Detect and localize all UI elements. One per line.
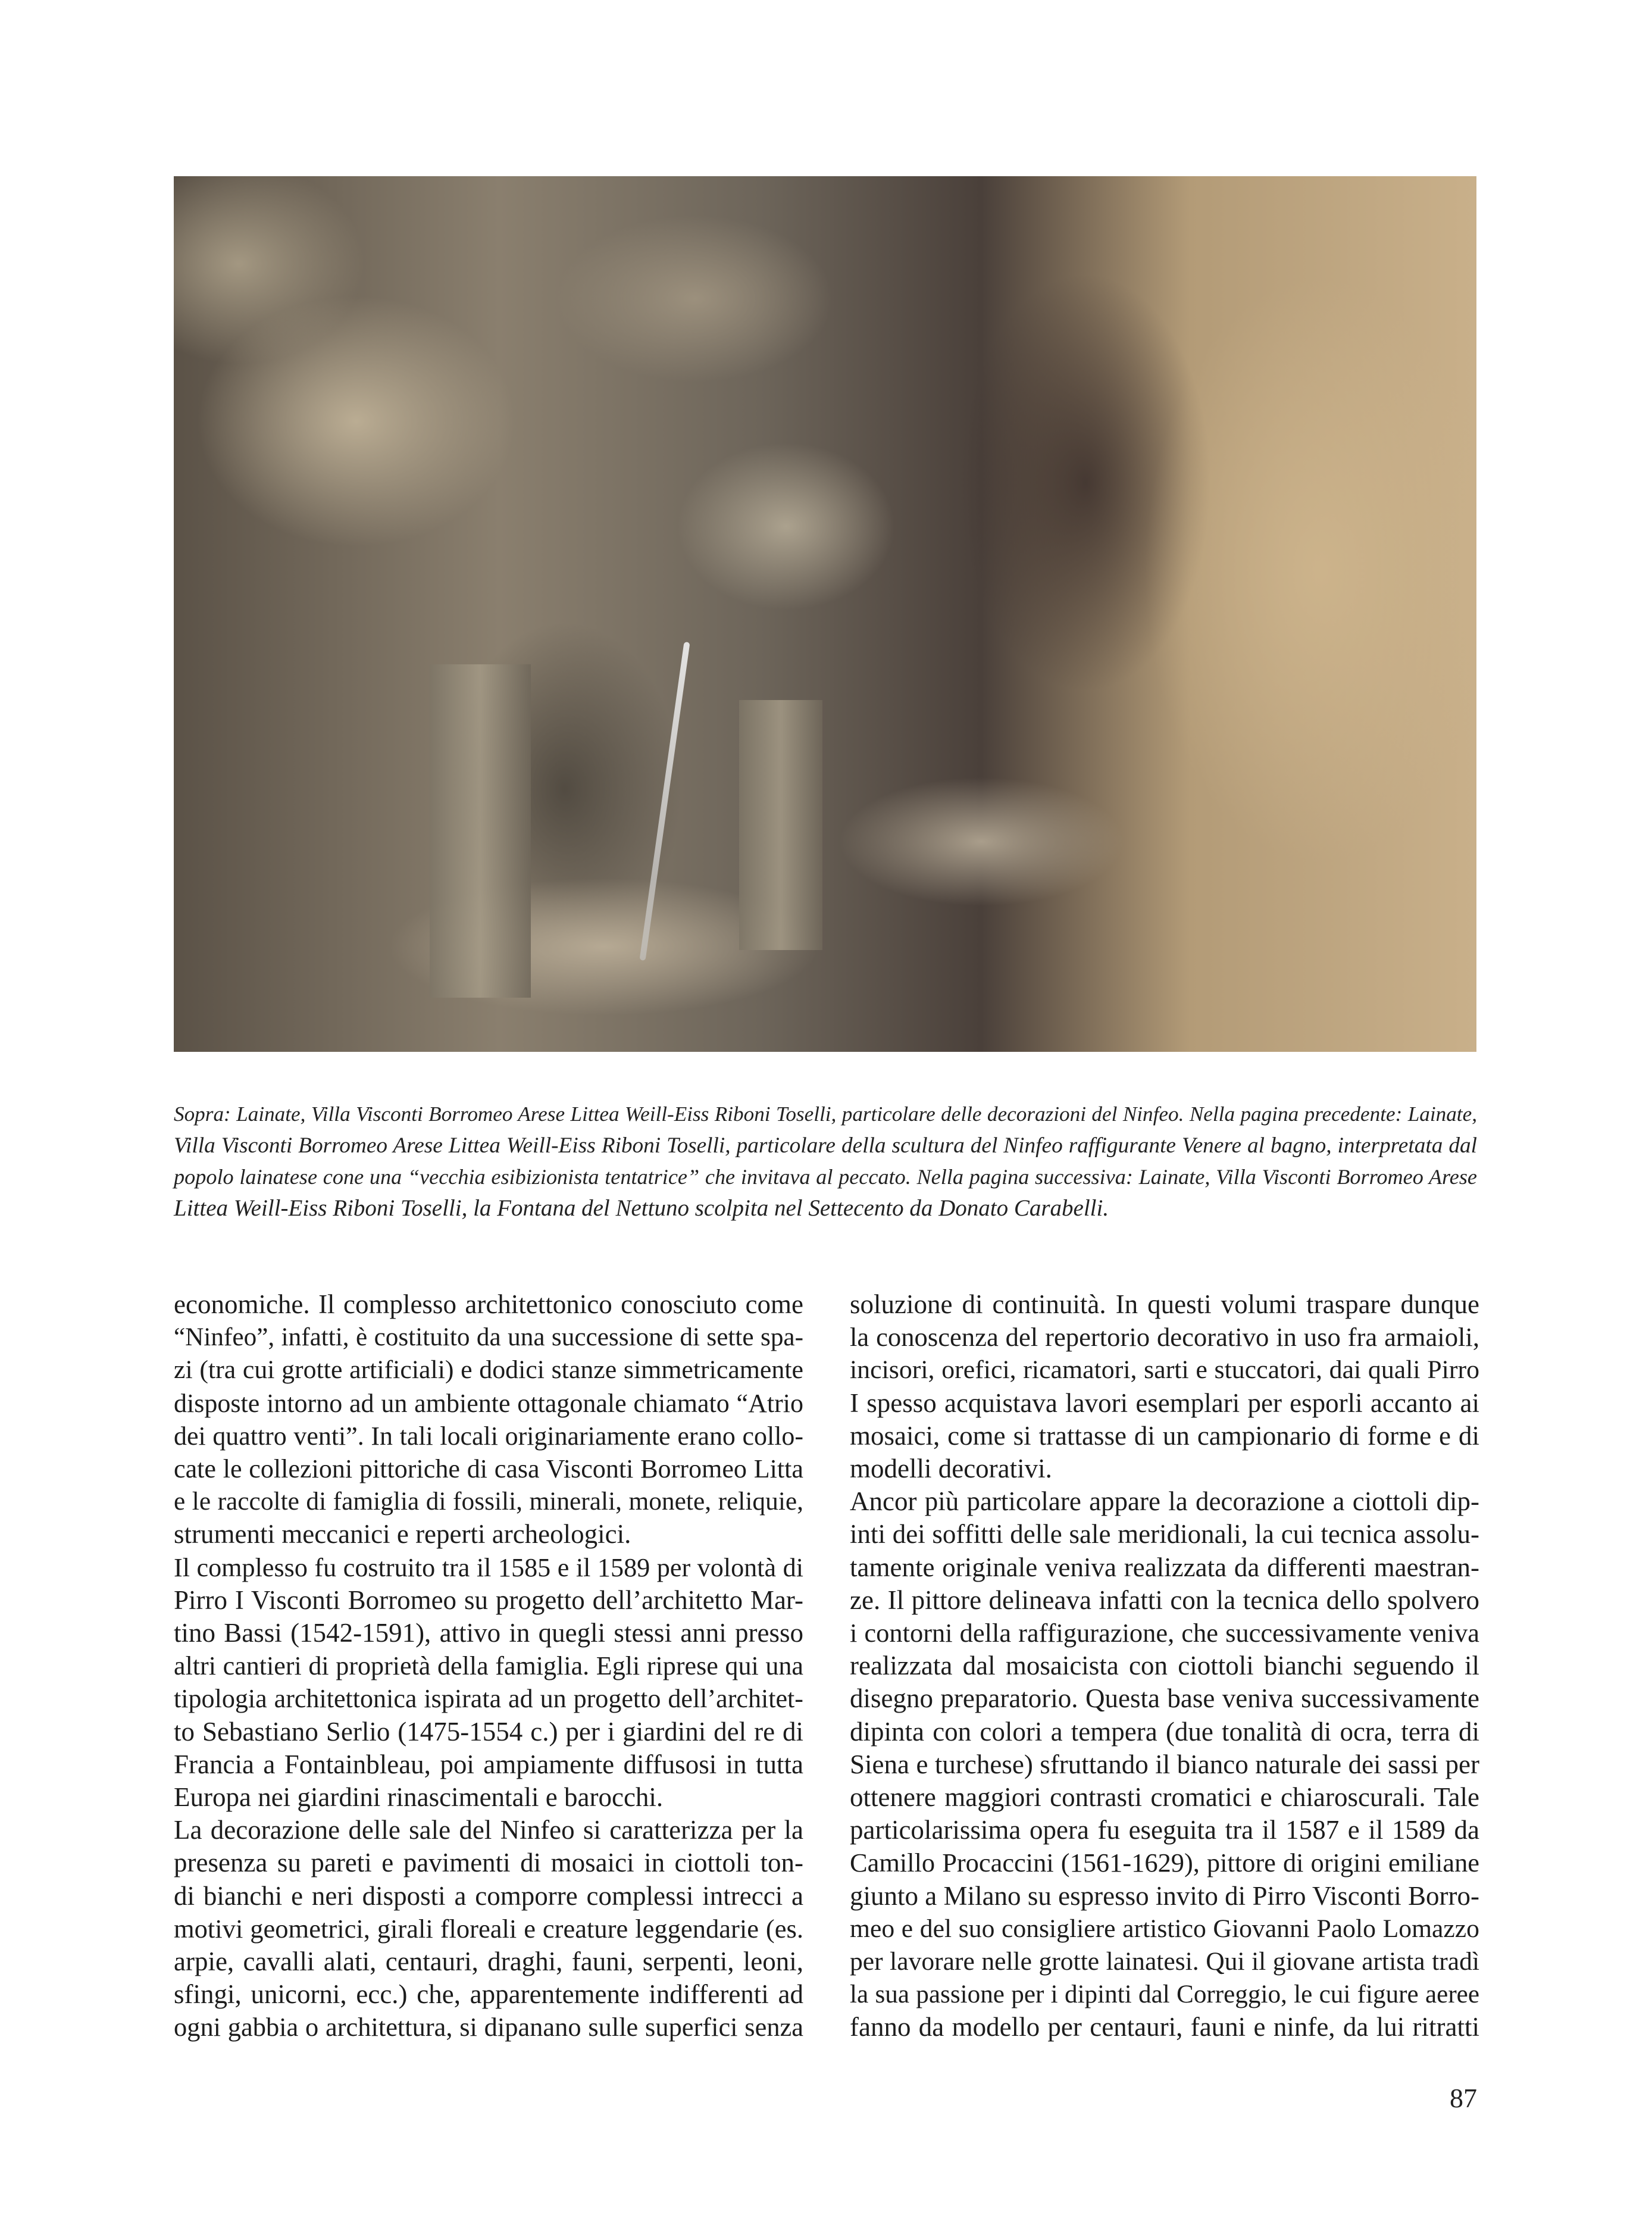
- text-line: soluzione di continuità. In questi volumi traspare dunque: [850, 1289, 1479, 1319]
- page-number: 87: [1450, 2083, 1477, 2113]
- photo-water-stream: [639, 642, 690, 961]
- text-line: La decorazione delle sale del Ninfeo si caratterizza per la: [174, 1815, 803, 1845]
- text-line: to Sebastiano Serlio (1475-1554 c.) per i giardini del re di: [174, 1716, 803, 1747]
- text-line: meo e del suo consigliere artistico Giovanni Paolo Lomazzo: [850, 1914, 1479, 1943]
- text-line: tamente originale veniva realizzata da differenti maestran-: [850, 1552, 1479, 1582]
- text-line: ottenere maggiori contrasti cromatici e chiaroscurali. Tale: [850, 1782, 1479, 1813]
- text-line: Europa nei giardini rinascimentali e barocchi.: [174, 1782, 664, 1813]
- text-line: disegno preparatorio. Questa base veniva successivamente: [850, 1683, 1479, 1714]
- fountain-photo: [174, 176, 1476, 1052]
- text-line: Pirro I Visconti Borromeo su progetto dell’architetto Mar-: [174, 1585, 803, 1615]
- text-line: giunto a Milano su espresso invito di Pirro Visconti Borro-: [850, 1880, 1479, 1911]
- text-line: incisori, orefici, ricamatori, sarti e stuccatori, dai quali Pirro: [850, 1355, 1479, 1385]
- text-line: fanno da modello per centauri, fauni e ninfe, da lui ritratti: [850, 2012, 1479, 2042]
- text-line: presenza su pareti e pavimenti di mosaici in ciottoli ton-: [174, 1848, 803, 1878]
- text-line: zi (tra cui grotte artificiali) e dodici stanze simmetricamente: [174, 1355, 803, 1385]
- text-line: Siena e turchese) sfruttando il bianco naturale dei sassi per: [850, 1749, 1479, 1779]
- text-line: ogni gabbia o architettura, si dipanano sulle superfici senza: [174, 2012, 803, 2042]
- photo-column-center: [739, 700, 822, 950]
- text-line: per lavorare nelle grotte lainatesi. Qui il giovane artista tradì: [850, 1947, 1479, 1976]
- text-line: dei quattro venti”. In tali locali originariamente erano collo-: [174, 1421, 803, 1451]
- text-line: ze. Il pittore delineava infatti con la tecnica dello spolvero: [850, 1585, 1479, 1615]
- text-line: tipologia architettonica ispirata ad un progetto dell’architet-: [174, 1684, 803, 1714]
- text-line: e le raccolte di famiglia di fossili, minerali, monete, reliquie,: [174, 1487, 803, 1516]
- text-line: dipinta con colori a tempera (due tonalità di ocra, terra di: [850, 1716, 1479, 1747]
- caption-line: Villa Visconti Borromeo Arese Littea Weill-Eiss Riboni Toselli, particolare della scultura del Ninfeo raffigurante Venere al bagno, interpretata dal: [174, 1133, 1477, 1158]
- text-line: mosaici, come si trattasse di un campionario di forme e di: [850, 1420, 1479, 1451]
- text-line: la sua passione per i dipinti dal Correggio, le cui figure aeree: [850, 1980, 1479, 2009]
- text-line: strumenti meccanici e reperti archeologici.: [174, 1519, 631, 1549]
- text-line: i contorni della raffigurazione, che successivamente veniva: [850, 1618, 1479, 1648]
- text-line: inti dei soffitti delle sale meridionali, la cui tecnica assolu-: [850, 1519, 1479, 1549]
- figure-caption: [174, 1099, 1477, 1224]
- text-line: Camillo Procaccini (1561-1629), pittore di origini emiliane: [850, 1848, 1479, 1878]
- text-line: modelli decorativi.: [850, 1454, 1052, 1484]
- text-line: sfingi, unicorni, ecc.) che, apparentemente indifferenti ad: [174, 1979, 803, 2010]
- text-line: “Ninfeo”, infatti, è costituito da una successione di sette spa-: [174, 1323, 803, 1352]
- text-line: particolarissima opera fu eseguita tra il 1587 e il 1589 da: [850, 1815, 1479, 1845]
- text-line: arpie, cavalli alati, centauri, draghi, fauni, serpenti, leoni,: [174, 1947, 803, 1977]
- body-column-right: [850, 1288, 1479, 2044]
- text-line: economiche. Il complesso architettonico conosciuto come: [174, 1289, 803, 1319]
- text-line: la conoscenza del repertorio decorativo in uso fra armaioli,: [850, 1322, 1479, 1352]
- text-line: di bianchi e neri disposti a comporre complessi intrecci a: [174, 1880, 803, 1911]
- text-line: altri cantieri di proprietà della famiglia. Egli riprese qui una: [174, 1651, 803, 1681]
- text-line: motivi geometrici, girali floreali e creature leggendarie (es.: [174, 1913, 803, 1944]
- text-line: I spesso acquistava lavori esemplari per esporli accanto ai: [850, 1388, 1479, 1418]
- text-line: disposte intorno ad un ambiente ottagonale chiamato “Atrio: [174, 1388, 803, 1418]
- text-line: realizzata dal mosaicista con ciottoli bianchi seguendo il: [850, 1651, 1479, 1681]
- photo-column-left: [430, 664, 531, 998]
- text-line: Il complesso fu costruito tra il 1585 e il 1589 per volontà di: [174, 1552, 803, 1582]
- caption-line: Sopra: Lainate, Villa Visconti Borromeo Arese Littea Weill-Eiss Riboni Toselli, particolare delle decorazioni del Ninfeo. Nella pagina precedente: Lainate,: [174, 1102, 1477, 1126]
- body-column-left: [174, 1288, 803, 2044]
- caption-line: Littea Weill-Eiss Riboni Toselli, la Fontana del Nettuno scolpita nel Settecento da Donato Carabelli.: [174, 1195, 1109, 1221]
- caption-line: popolo lainatese cone una “vecchia esibizionista tentatrice” che invitava al peccato. Nella pagina successiva: Lainate, Villa Visconti Borromeo Arese: [174, 1165, 1477, 1189]
- text-line: Francia a Fontainbleau, poi ampiamente diffusosi in tutta: [174, 1749, 803, 1779]
- text-line: tino Bassi (1542-1591), attivo in quegli stessi anni presso: [174, 1618, 803, 1648]
- text-line: cate le collezioni pittoriche di casa Visconti Borromeo Litta: [174, 1454, 803, 1484]
- text-line: Ancor più particolare appare la decorazione a ciottoli dip-: [850, 1486, 1479, 1517]
